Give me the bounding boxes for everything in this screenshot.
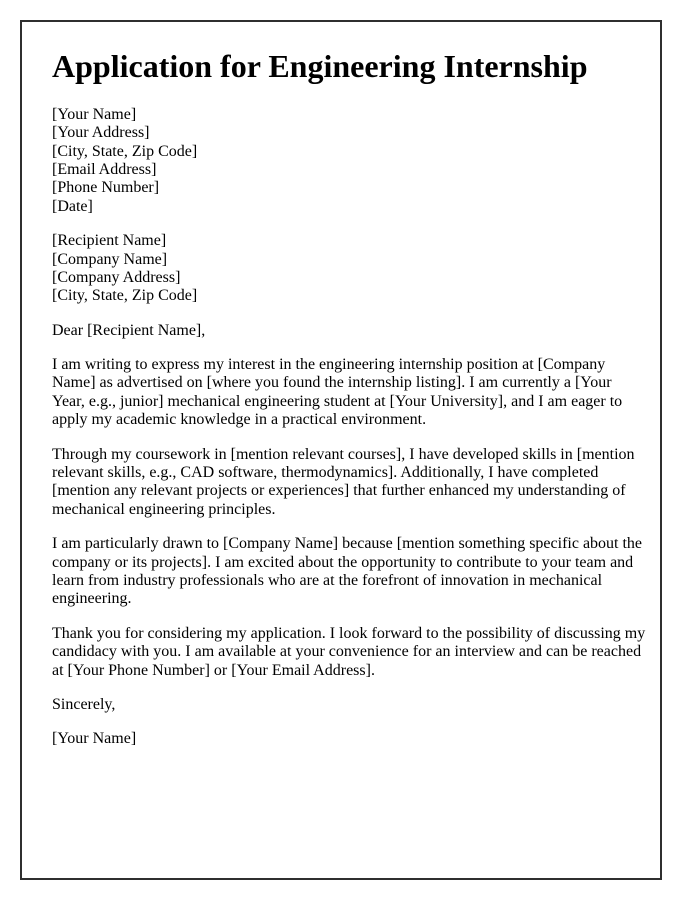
sender-name-line: [Your Name] — [52, 105, 137, 123]
body-paragraph-intro: I am writing to express my interest in the engineering internship position at [Company Name] as advertised on [where you found the internship listing]. I am currently a [Your Year, e.g., junior] mechanical engineering student at [Your University], and I am eager to apply my academic knowledge in a practical environment. — [52, 356, 623, 429]
sender-city-state-zip-line: [City, State, Zip Code] — [52, 142, 198, 160]
letter-page — [20, 20, 662, 880]
body-paragraph-coursework: Through my coursework in [mention relevant courses], I have developed skills in [mention relevant skills, e.g., CAD software, thermodynamics]. Additionally, I have completed [mention any relevant projects or experiences] that further enhanced my understanding of mechanical engineering principles. — [52, 445, 635, 518]
body-paragraph-thanks: Thank you for considering my application. I look forward to the possibility of discussing my candidacy with you. I am available at your convenience for an interview and can be reached at [Your Phone Number] or [Your Email Address]. — [52, 624, 646, 679]
recipient-company-line: [Company Name] — [52, 250, 168, 268]
sender-address-block — [52, 106, 646, 216]
signature: [Your Name] — [52, 730, 137, 748]
sender-address-line: [Your Address] — [52, 124, 150, 142]
date-line: [Date] — [52, 197, 93, 215]
sender-phone-line: [Phone Number] — [52, 179, 160, 197]
recipient-company-address-line: [Company Address] — [52, 268, 181, 286]
recipient-name-line: [Recipient Name] — [52, 232, 167, 250]
closing: Sincerely, — [52, 695, 116, 713]
salutation: Dear [Recipient Name], — [52, 321, 206, 339]
recipient-address-block — [52, 232, 646, 306]
recipient-city-state-zip-line: [City, State, Zip Code] — [52, 287, 198, 305]
letter-title: Application for Engineering Internship — [52, 48, 588, 84]
sender-email-line: [Email Address] — [52, 160, 157, 178]
body-paragraph-company-interest: I am particularly drawn to [Company Name] because [mention something specific about the company or its projects]. I am excited about the opportunity to contribute to your team and learn from industry professionals who are at the forefront of innovation in mechanical engineering. — [52, 535, 643, 608]
